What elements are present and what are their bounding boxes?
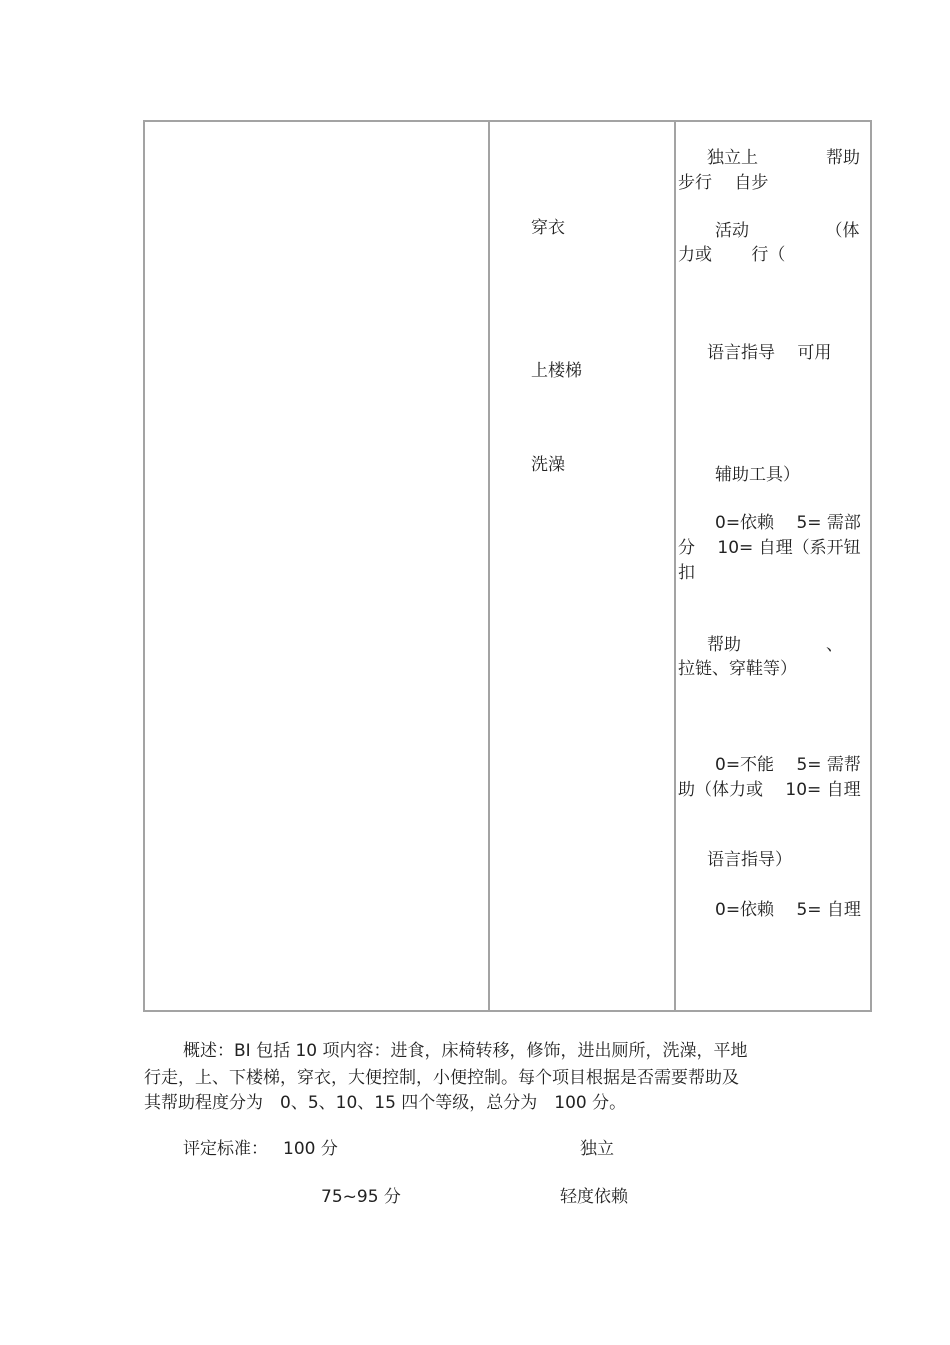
item-dressing: 穿衣 <box>531 218 565 238</box>
criteria-line: 步行 自步 <box>678 173 769 193</box>
rating-score: 100 分 <box>283 1139 338 1159</box>
criteria-line: 拉链、穿鞋等） <box>678 659 797 679</box>
rating-label: 评定标准： <box>183 1139 268 1159</box>
criteria-line: 扣 <box>678 563 695 583</box>
item-bathing: 洗澡 <box>531 455 565 475</box>
criteria-line: 助（体力或 10= 自理 <box>678 780 861 800</box>
criteria-line: 分 10= 自理（系开钮 <box>678 538 861 558</box>
criteria-line: 0=不能 5= 需帮 <box>715 755 861 775</box>
criteria-line: 独立上 帮助 <box>707 148 860 168</box>
criteria-line: 语言指导） <box>707 850 792 870</box>
item-stairs: 上楼梯 <box>531 361 582 381</box>
summary-line: 其帮助程度分为 0、5、10、15 四个等级，总分为 100 分。 <box>144 1093 627 1113</box>
criteria-line: 语言指导 可用 <box>707 343 832 363</box>
assessment-table <box>143 120 872 1012</box>
criteria-line: 0=依赖 5= 需部 <box>715 513 861 533</box>
rating-level: 轻度依赖 <box>560 1187 628 1207</box>
rating-level: 独立 <box>580 1139 614 1159</box>
criteria-line: 辅助工具） <box>715 465 800 485</box>
column-divider <box>674 122 676 1010</box>
criteria-line: 力或 行（ <box>678 245 786 265</box>
criteria-line: 活动 （体 <box>715 221 860 241</box>
column-divider <box>488 122 490 1010</box>
summary-line: 行走，上、下楼梯，穿衣，大便控制，小便控制。每个项目根据是否需要帮助及 <box>144 1068 739 1088</box>
summary-line: 概述：BI 包括 10 项内容：进食，床椅转移，修饰，进出厕所，洗澡，平地 <box>183 1041 748 1061</box>
criteria-line: 帮助 、 <box>707 635 843 655</box>
criteria-line: 0=依赖 5= 自理 <box>715 900 861 920</box>
rating-score: 75~95 分 <box>321 1187 401 1207</box>
